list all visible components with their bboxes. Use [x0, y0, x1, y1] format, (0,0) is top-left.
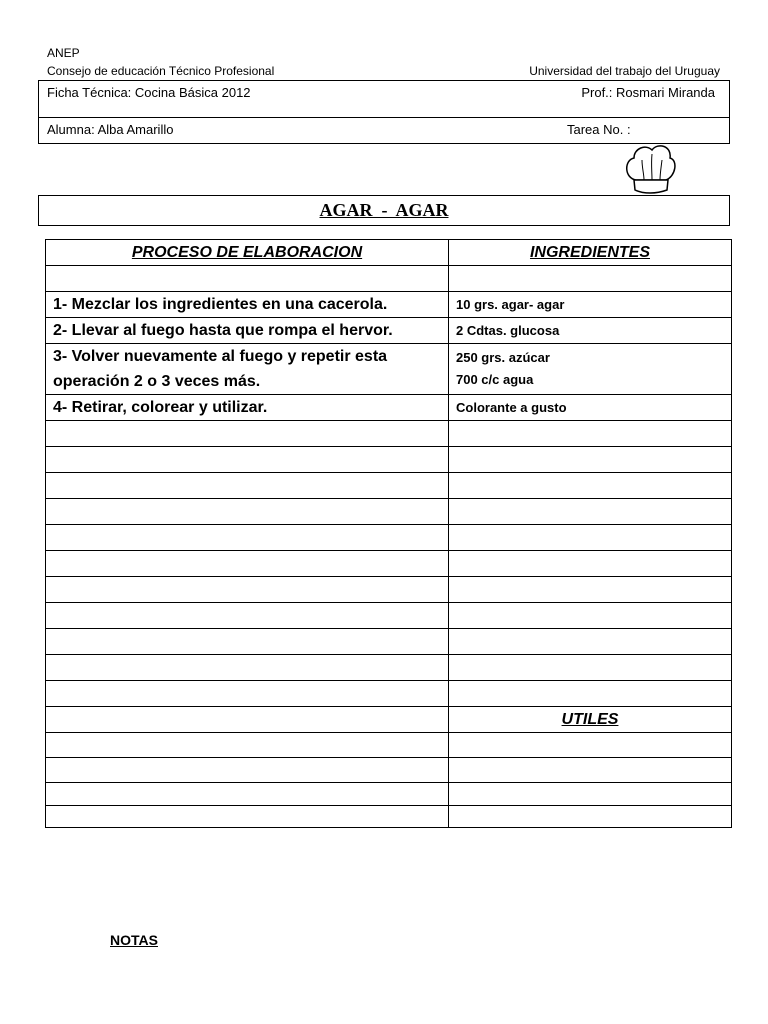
table-cell	[449, 629, 732, 655]
table-cell	[449, 783, 732, 806]
info-box	[38, 80, 730, 144]
table-cell	[46, 525, 449, 551]
table-row	[46, 707, 732, 733]
table-row	[46, 806, 732, 828]
ingredient-item: 10 grs. agar- agar	[449, 292, 732, 318]
table-row	[46, 629, 732, 655]
university-name: Universidad del trabajo del Uruguay	[529, 64, 720, 78]
table-cell	[449, 733, 732, 758]
table-row	[46, 655, 732, 681]
table-cell	[46, 681, 449, 707]
table-cell	[449, 473, 732, 499]
table-row	[46, 292, 732, 318]
info-divider	[39, 117, 729, 118]
teacher-name: Prof.: Rosmari Miranda	[581, 85, 715, 100]
table-cell	[449, 499, 732, 525]
utensils-heading: UTILES	[449, 707, 732, 733]
chef-hat-icon	[620, 140, 680, 198]
process-step: 4- Retirar, colorear y utilizar.	[46, 395, 449, 421]
table-row	[46, 577, 732, 603]
table-cell	[46, 447, 449, 473]
table-cell	[46, 551, 449, 577]
council-name: Consejo de educación Técnico Profesional	[47, 64, 275, 78]
notes-label: NOTAS	[110, 932, 158, 948]
table-cell	[449, 603, 732, 629]
table-row	[46, 525, 732, 551]
ingredient-item: 2 Cdtas. glucosa	[449, 318, 732, 344]
table-row	[46, 758, 732, 783]
ingredient-cell	[449, 344, 732, 395]
title-box	[38, 195, 730, 226]
table-row	[46, 499, 732, 525]
table-cell	[449, 577, 732, 603]
table-header-row	[46, 240, 732, 266]
table-row	[46, 318, 732, 344]
table-cell	[46, 707, 449, 733]
table-row	[46, 344, 732, 395]
process-step: 1- Mezclar los ingredientes en una cacerola.	[46, 292, 449, 318]
table-cell	[46, 473, 449, 499]
table-cell	[449, 681, 732, 707]
table-cell	[46, 655, 449, 681]
org-name: ANEP	[47, 46, 80, 60]
table-cell	[46, 629, 449, 655]
table-row	[46, 603, 732, 629]
table-cell	[449, 525, 732, 551]
table-cell	[449, 447, 732, 473]
process-step: 3- Volver nuevamente al fuego y repetir esta operación 2 o 3 veces más.	[46, 344, 449, 395]
table-row	[46, 447, 732, 473]
table-cell	[46, 266, 449, 292]
table-cell	[46, 733, 449, 758]
table-cell	[46, 499, 449, 525]
ingredient-item: Colorante a gusto	[449, 395, 732, 421]
table-row	[46, 473, 732, 499]
course-title: Ficha Técnica: Cocina Básica 2012	[47, 85, 251, 100]
table-row	[46, 395, 732, 421]
table-cell	[46, 806, 449, 828]
ingredient-item: 250 grs. azúcar	[456, 350, 550, 365]
table-row	[46, 681, 732, 707]
table-row	[46, 551, 732, 577]
table-row	[46, 421, 732, 447]
table-row	[46, 733, 732, 758]
table-cell	[46, 577, 449, 603]
process-step: 2- Llevar al fuego hasta que rompa el hervor.	[46, 318, 449, 344]
table-cell	[46, 758, 449, 783]
task-number: Tarea No. :	[567, 122, 631, 137]
table-cell	[449, 758, 732, 783]
recipe-title: AGAR - AGAR	[319, 200, 449, 220]
recipe-table	[45, 239, 732, 828]
ingredients-column-header: INGREDIENTES	[449, 240, 732, 266]
table-cell	[449, 806, 732, 828]
student-name: Alumna: Alba Amarillo	[47, 122, 174, 137]
process-column-header: PROCESO DE ELABORACION	[46, 240, 449, 266]
table-cell	[46, 783, 449, 806]
table-cell	[449, 266, 732, 292]
table-cell	[46, 603, 449, 629]
table-cell	[449, 655, 732, 681]
ingredient-item: 700 c/c agua	[456, 372, 534, 387]
table-cell	[46, 421, 449, 447]
table-cell	[449, 421, 732, 447]
table-row	[46, 783, 732, 806]
table-row	[46, 266, 732, 292]
table-cell	[449, 551, 732, 577]
